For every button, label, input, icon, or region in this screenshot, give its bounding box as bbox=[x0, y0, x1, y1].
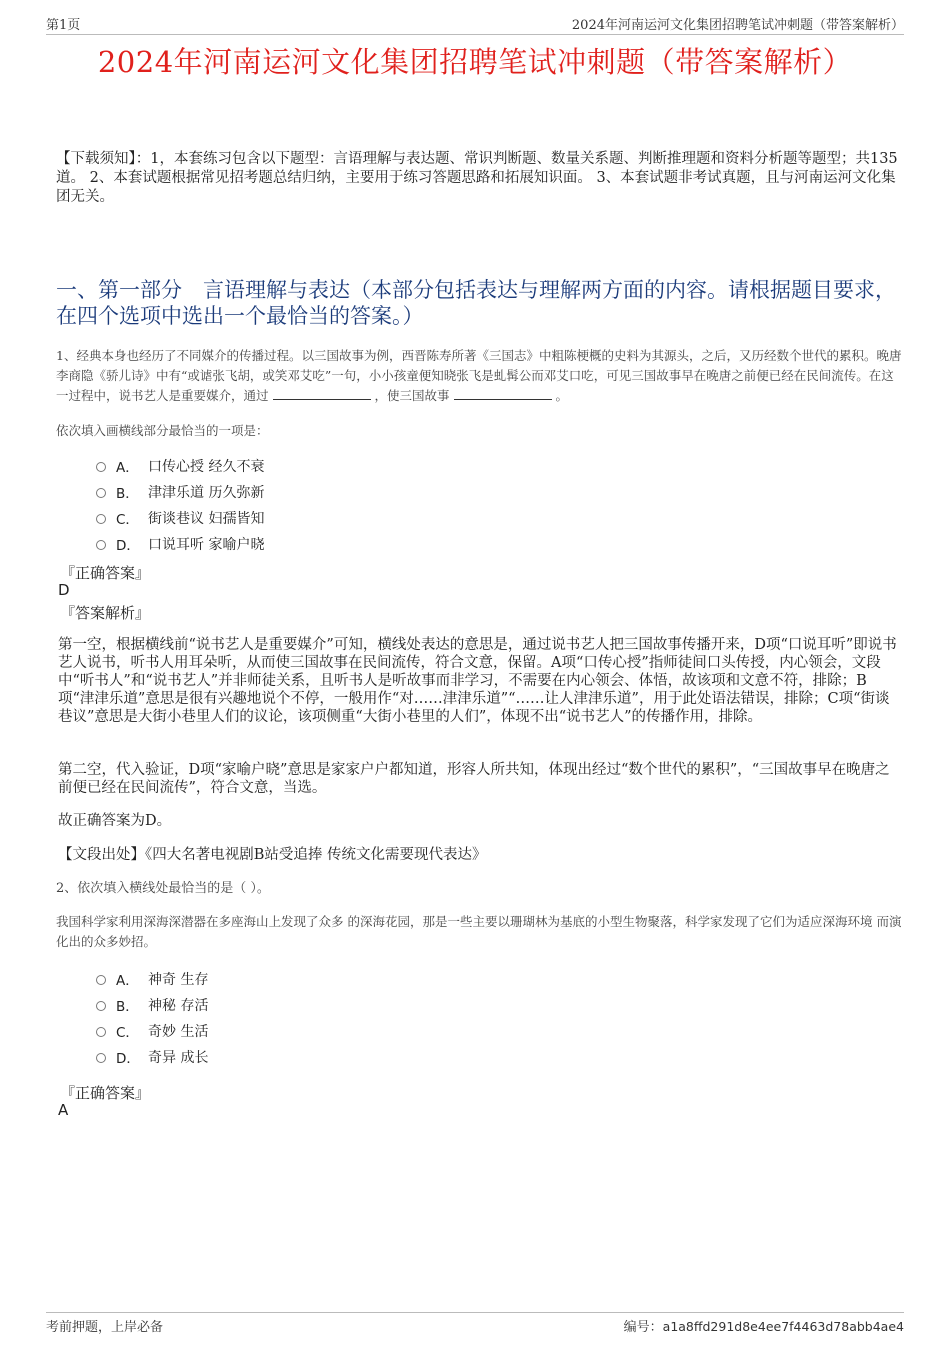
radio-icon[interactable] bbox=[96, 1001, 106, 1011]
radio-icon[interactable] bbox=[96, 514, 106, 524]
radio-icon[interactable] bbox=[96, 1053, 106, 1063]
radio-icon[interactable] bbox=[96, 462, 106, 472]
radio-icon[interactable] bbox=[96, 975, 106, 985]
question-2-options bbox=[96, 966, 208, 1070]
header-doc-title: 2024年河南运河文化集团招聘笔试冲刺题（带答案解析） bbox=[571, 18, 904, 33]
question-1-instruction: 依次填入画横线部分最恰当的一项是： bbox=[56, 423, 269, 438]
question-2-passage: 我国科学家利用深海深潜器在多座海山上发现了众多 的深海花园，那是一些主要以珊瑚林为基底的小型生物聚落，科学家发现了它们为适应深海环境 而演化出的众多妙招。 bbox=[56, 914, 902, 949]
analysis-label: 『答案解析』 bbox=[60, 604, 151, 622]
radio-icon[interactable] bbox=[96, 540, 106, 550]
footer-code: 编号：a1a8ffd291d8e4ee7f4463d78abb4ae4 bbox=[623, 1319, 904, 1335]
option-c[interactable]: C． 奇妙 生活 bbox=[96, 1018, 208, 1044]
radio-icon[interactable] bbox=[96, 488, 106, 498]
question-1-stem bbox=[56, 346, 902, 406]
option-b[interactable]: B． 津津乐道 历久弥新 bbox=[96, 479, 264, 505]
question-1-text-c: 。 bbox=[555, 388, 569, 403]
answer-label: 『正确答案』 bbox=[60, 1084, 151, 1102]
analysis-paragraph-1: 第一空，根据横线前“说书艺人是重要媒介”可知，横线处表达的意思是，通过说书艺人把三国故事传播开来，D项“口说耳听”即说书艺人说书，听书人用耳朵听，从而使三国故事在民间流传，符合文意，保留。A项“口传心授”指师徒间口头传授，内心领会，文段中“听书人”和“说书艺人”并非师徒关系，且听书人是听故事而非学习，不需要在内心领会、体悟，故该项和文意不符，排除；B项“津津乐道”意思是很有兴趣地说个不停，一般用作“对……津津乐道”“……让人津津乐道”，用于此处语法错误，排除；C项“街谈巷议”意思是大街小巷里人们的议论，该项侧重“大街小巷里的人们”，体现不出“说书艺人”的传播作用，排除。 bbox=[58, 637, 897, 725]
radio-icon[interactable] bbox=[96, 1027, 106, 1037]
option-b[interactable]: B． 神秘 存活 bbox=[96, 992, 208, 1018]
download-notice: 【下载须知】：1，本套练习包含以下题型：言语理解与表达题、常识判断题、数量关系题、判断推理题和资料分析题等题型；共135道。 2、本套试题根据常见招考题总结归纳，主要用于练习答题思路和拓展知识面。 3、本套试题非考试真题，且与河南运河文化集团无关。 bbox=[56, 151, 898, 205]
question-2-stem: 2、依次填入横线处最恰当的是（ ）。 bbox=[56, 881, 270, 896]
document-title: 2024年河南运河文化集团招聘笔试冲刺题（带答案解析） bbox=[97, 45, 853, 79]
fill-blank-1 bbox=[273, 387, 371, 400]
page-footer bbox=[46, 1312, 904, 1335]
option-a[interactable]: A． 神奇 生存 bbox=[96, 966, 208, 992]
analysis-paragraph-3: 故正确答案为D。 bbox=[58, 813, 172, 829]
source-note: 【文段出处】《四大名著电视剧B站受追捧 传统文化需要现代表达》 bbox=[58, 847, 487, 863]
page-header bbox=[46, 14, 904, 35]
question-1-options bbox=[96, 453, 264, 557]
answer-label: 『正确答案』 bbox=[60, 564, 151, 582]
option-c[interactable]: C． 街谈巷议 妇孺皆知 bbox=[96, 505, 264, 531]
option-a[interactable]: A． 口传心授 经久不衰 bbox=[96, 453, 264, 479]
question-1-text-b: ，使三国故事 bbox=[374, 388, 450, 403]
answer-value: D bbox=[58, 581, 70, 599]
analysis-paragraph-2: 第二空，代入验证，D项“家喻户晓”意思是家家户户都知道，形容人所共知，体现出经过“数个世代的累积”，“三国故事早在晚唐之前便已经在民间流传”，符合文意，当选。 bbox=[58, 762, 890, 796]
option-d[interactable]: D． 奇异 成长 bbox=[96, 1044, 208, 1070]
question-1-text-a: 1、经典本身也经历了不同媒介的传播过程。以三国故事为例，西晋陈寿所著《三国志》中粗陈梗概的史料为其源头，之后，又历经数个世代的累积。晚唐李商隐《骄儿诗》中有“或谑张飞胡，或笑邓艾吃”一句，小小孩童便知晓张飞是虬髯公而邓艾口吃，可见三国故事早在晚唐之前便已经在民间流传。在这一过程中，说书艺人是重要媒介，通过 bbox=[56, 348, 902, 403]
footer-slogan: 考前押题，上岸必备 bbox=[46, 1320, 164, 1335]
section-title: 一、第一部分 言语理解与表达（本部分包括表达与理解两方面的内容。请根据题目要求，在四个选项中选出一个最恰当的答案。） bbox=[56, 278, 896, 328]
option-d[interactable]: D． 口说耳听 家喻户晓 bbox=[96, 531, 264, 557]
page-number: 第1页 bbox=[46, 18, 81, 33]
answer-value: A bbox=[58, 1101, 69, 1119]
fill-blank-2 bbox=[454, 387, 552, 400]
